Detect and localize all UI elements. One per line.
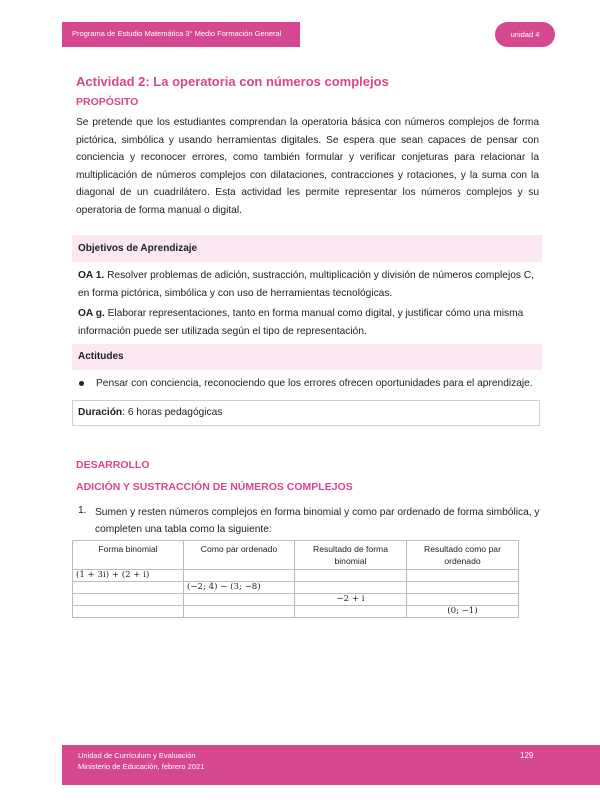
col-header-result-ordered-pair: Resultado como par ordenado bbox=[407, 541, 519, 570]
list-item-number: 1. bbox=[78, 505, 87, 516]
table-cell[interactable] bbox=[407, 570, 519, 582]
objectives-heading: Objetivos de Aprendizaje bbox=[78, 243, 198, 254]
table-cell[interactable] bbox=[184, 606, 295, 618]
program-title: Programa de Estudio Matemática 3° Medio Formación General bbox=[72, 29, 282, 38]
table-row bbox=[73, 570, 519, 582]
purpose-heading: PROPÓSITO bbox=[76, 96, 139, 108]
table-header-row bbox=[73, 541, 519, 570]
table-cell[interactable] bbox=[295, 606, 407, 618]
oa1-text: Resolver problemas de adición, sustracción, multiplicación y división de números complejos C, en forma pictórica, simbólica y con uso de herramientas tecnológicas. bbox=[78, 270, 534, 299]
attitude-item bbox=[77, 378, 539, 389]
table-cell[interactable]: (1 + 3i) + (2 + i) bbox=[73, 570, 184, 582]
table-cell[interactable] bbox=[295, 570, 407, 582]
attitudes-band bbox=[72, 344, 542, 370]
col-header-binomial: Forma binomial bbox=[73, 541, 184, 570]
table-cell[interactable]: (0; −1) bbox=[407, 606, 519, 618]
table-row bbox=[73, 582, 519, 594]
unit-label: unidad 4 bbox=[510, 30, 540, 39]
footer-unit: Unidad de Currículum y Evaluación bbox=[78, 751, 196, 760]
activity-title: Actividad 2: La operatoria con números complejos bbox=[76, 74, 389, 89]
table-row bbox=[73, 606, 519, 618]
list-item-text: Sumen y resten números complejos en forma binomial y como par ordenado de forma simbólica, y completen una tabla como la siguiente: bbox=[95, 507, 540, 535]
attitude-text: Pensar con conciencia, reconociendo que los errores ofrecen oportunidades para el aprendizaje. bbox=[96, 378, 533, 389]
page-number: 129 bbox=[520, 751, 534, 760]
development-heading: DESARROLLO bbox=[76, 459, 150, 471]
duration-value: : 6 horas pedagógicas bbox=[122, 407, 223, 418]
table-cell[interactable] bbox=[184, 594, 295, 606]
table-cell[interactable]: −2 + i bbox=[295, 594, 407, 606]
complex-numbers-table bbox=[72, 540, 519, 618]
objective-oag bbox=[78, 305, 538, 340]
oa1-code: OA 1. bbox=[78, 270, 105, 281]
oag-text: Elaborar representaciones, tanto en forma manual como digital, y justificar cómo una misma información puede ser utilizada según el tipo de representación. bbox=[78, 308, 524, 337]
table-cell[interactable]: (−2; 4) − (3; −8) bbox=[184, 582, 295, 594]
table-cell[interactable] bbox=[407, 594, 519, 606]
development-subheading: ADICIÓN Y SUSTRACCIÓN DE NÚMEROS COMPLEJOS bbox=[76, 481, 353, 493]
table-cell[interactable] bbox=[73, 594, 184, 606]
purpose-text: Se pretende que los estudiantes comprendan la operatoria básica con números complejos de forma pictórica, simbólica y usando herramientas digitales. Se espera que sean capaces de pensar con conciencia y reconocer errores, como también formular y verificar conjeturas para relacionar la multiplicación de números complejos con dilataciones, contracciones y rotaciones, y la suma con la diagonal de un cuadrilátero. Esta actividad les permite representar los números complejos y su operatoria de forma manual o digital. bbox=[76, 117, 539, 216]
duration bbox=[78, 407, 222, 418]
footer-ministry: Ministerio de Educación, febrero 2021 bbox=[78, 762, 205, 771]
duration-label: Duración bbox=[78, 407, 123, 418]
table-cell[interactable] bbox=[73, 606, 184, 618]
oag-code: OA g. bbox=[78, 308, 105, 319]
col-header-result-binomial: Resultado de forma binomial bbox=[295, 541, 407, 570]
table-cell[interactable] bbox=[407, 582, 519, 594]
col-header-ordered-pair: Como par ordenado bbox=[184, 541, 295, 570]
objective-oa1 bbox=[78, 267, 538, 302]
table-row bbox=[73, 594, 519, 606]
attitudes-heading: Actitudes bbox=[78, 351, 124, 362]
table-cell[interactable] bbox=[73, 582, 184, 594]
bullet-icon bbox=[79, 381, 84, 386]
table-cell[interactable] bbox=[295, 582, 407, 594]
table-cell[interactable] bbox=[184, 570, 295, 582]
